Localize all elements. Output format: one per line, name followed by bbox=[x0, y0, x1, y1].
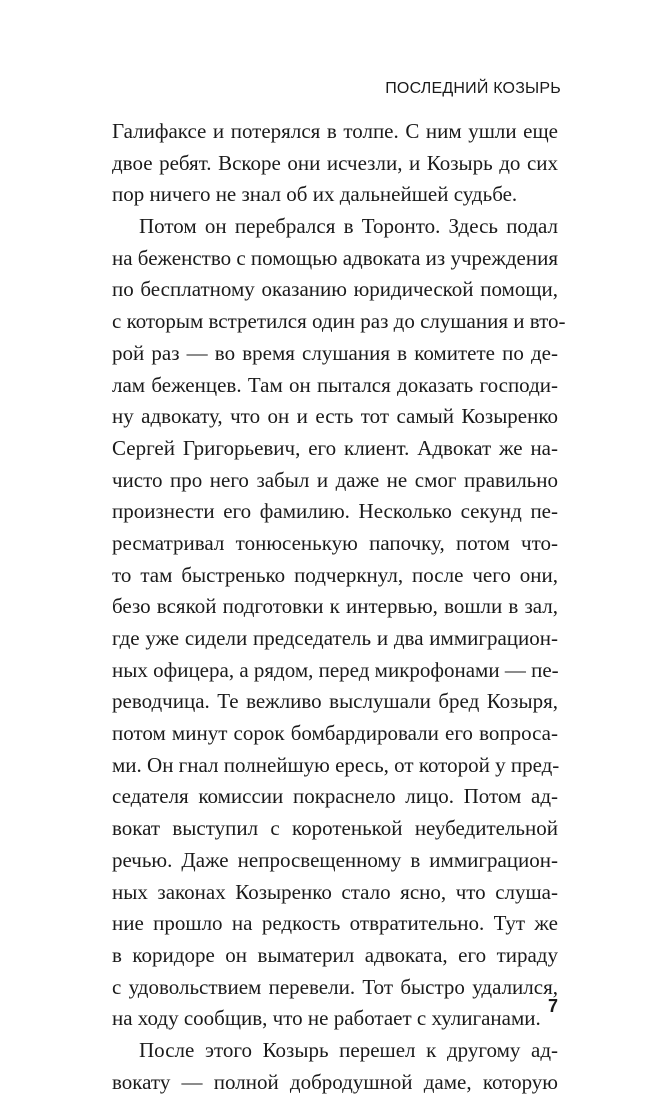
text-line: где уже сидели председатель и два иммиграцион- bbox=[112, 626, 558, 650]
text-line: лам беженцев. Там он пытался доказать господи- bbox=[112, 372, 558, 397]
text-line: с удовольствием перевели. Тот быстро удалился, bbox=[112, 974, 558, 999]
text-line: Галифаксе и потерялся в толпе. С ним ушли еще bbox=[112, 119, 558, 143]
text-line: произнести его фамилию. Несколько секунд пе- bbox=[112, 499, 558, 524]
text-line: на беженство с помощью адвоката из учреждения bbox=[112, 245, 558, 270]
text-line: на ходу сообщив, что не работает с хулиганами. bbox=[112, 1006, 541, 1031]
text-line: Сергей Григорьевич, его клиент. Адвокат же на- bbox=[112, 435, 558, 460]
text-line: вокату — полной добродушной даме, которую bbox=[112, 1069, 558, 1094]
text-line: двое ребят. Вскоре они исчезли, и Козырь до сих bbox=[112, 150, 558, 175]
text-line: реводчица. Те вежливо выслушали бред Козыря, bbox=[112, 689, 558, 714]
text-line: речью. Даже непросвещенному в иммиграцион- bbox=[112, 847, 558, 872]
text-line: по бесплатному оказанию юридической помощи, bbox=[112, 277, 558, 302]
text-line: потом минут сорок бомбардировали его вопроса- bbox=[112, 721, 558, 746]
text-line: пор ничего не знал об их дальнейшей судьбе. bbox=[112, 182, 518, 207]
text-line: рой раз — во время слушания в комитете по де- bbox=[112, 340, 558, 365]
paragraph-first-line: Потом он перебрался в Торонто. Здесь подал bbox=[139, 214, 558, 239]
running-head-title: ПОСЛЕДНИЙ КОЗЫРЬ bbox=[385, 80, 561, 97]
text-line: безо всякой подготовки к интервью, вошли в зал, bbox=[112, 594, 558, 619]
text-line: то там быстренько подчеркнул, после чего они, bbox=[112, 562, 558, 587]
text-line: ресматривал тонюсенькую папочку, потом что- bbox=[112, 530, 558, 555]
text-line: ну адвокату, что он и есть тот самый Козыренко bbox=[112, 404, 558, 429]
paragraph-first-line: После этого Козырь перешел к другому ад- bbox=[139, 1037, 558, 1062]
text-line: вокат выступил с коротенькой неубедительной bbox=[112, 816, 558, 841]
text-line: ние прошло на редкость отвратительно. Тут же bbox=[112, 911, 558, 936]
body-text bbox=[112, 116, 566, 1098]
text-line: ных офицера, а рядом, перед микрофонами — пе- bbox=[112, 657, 559, 682]
text-line: ных законах Козыренко стало ясно, что слуша- bbox=[112, 879, 558, 904]
text-line: с которым встретился один раз до слушания и вто- bbox=[112, 309, 566, 334]
text-line: седателя комиссии покраснело лицо. Потом ад- bbox=[112, 784, 558, 809]
text-line: чисто про него забыл и даже не смог правильно bbox=[112, 467, 558, 492]
text-line: ми. Он гнал полнейшую ересь, от которой у пред- bbox=[112, 752, 560, 777]
text-line: в коридоре он выматерил адвоката, его тираду bbox=[112, 942, 558, 967]
page-number: 7 bbox=[547, 996, 558, 1016]
